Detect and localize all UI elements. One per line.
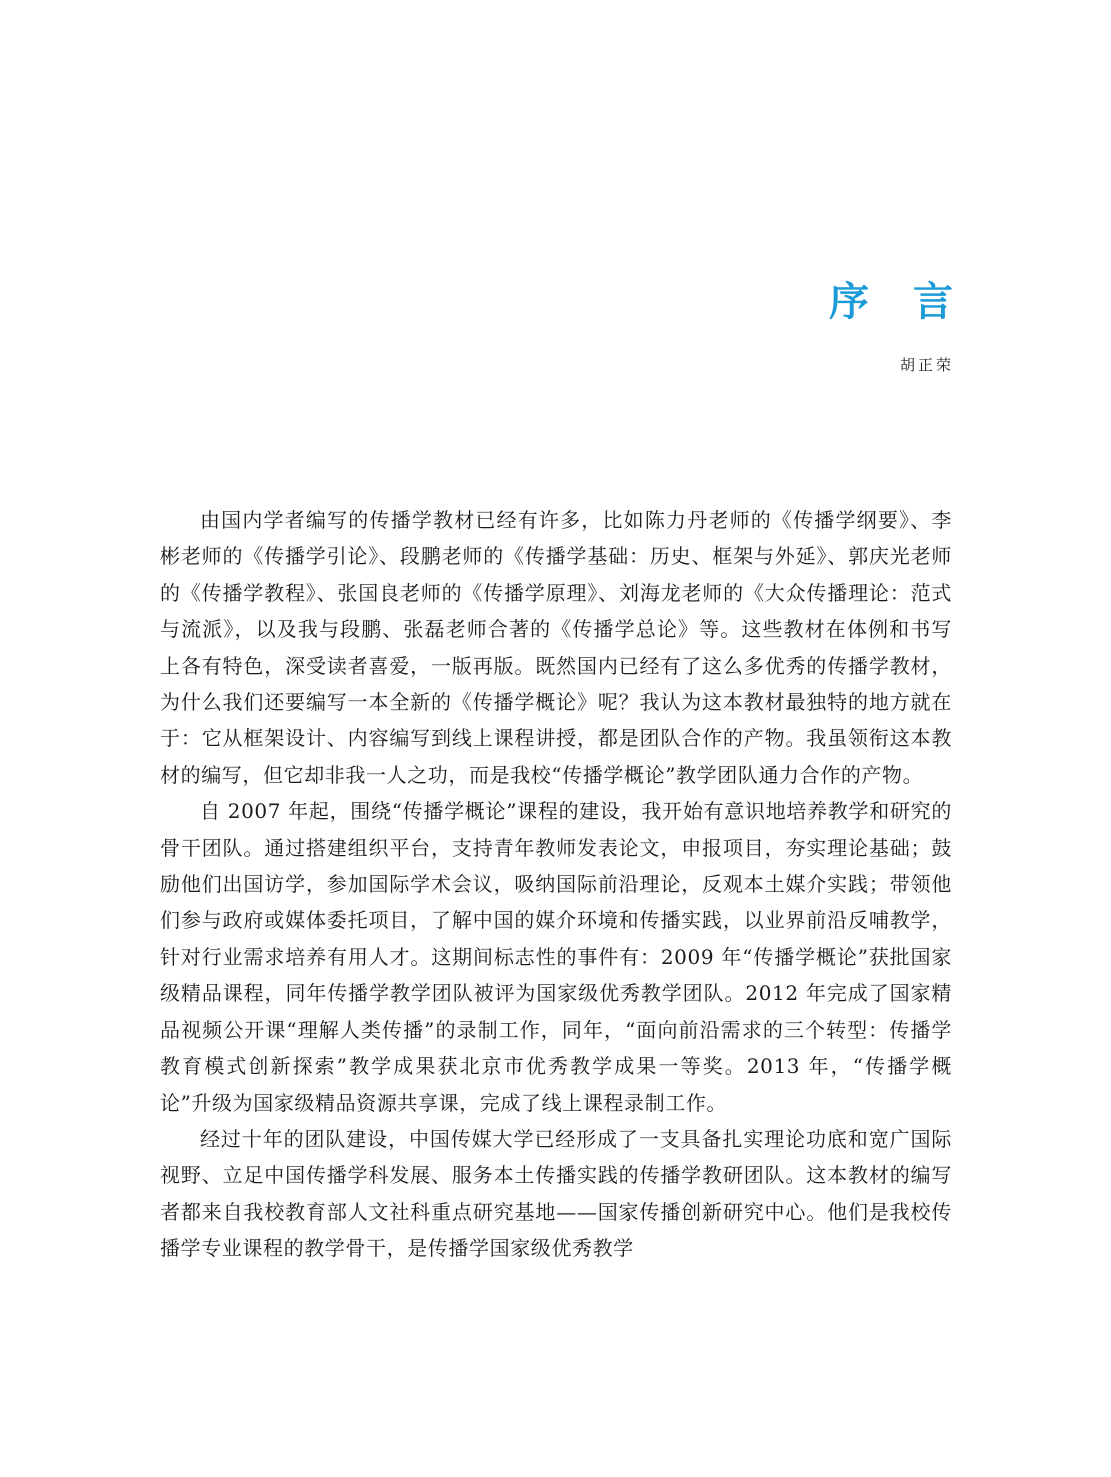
preface-body — [160, 502, 952, 1267]
page-title: 序言 — [829, 278, 997, 325]
paragraph-2: 自 2007 年起，围绕“传播学概论”课程的建设，我开始有意识地培养教学和研究的骨干团队。通过搭建组织平台，支持青年教师发表论文，申报项目，夯实理论基础；鼓励他们出国访学，参加国际学术会议，吸纳国际前沿理论，反观本土媒介实践；带领他们参与政府或媒体委托项目，了解中国的媒介环境和传播实践，以业界前沿反哺教学，针对行业需求培养有用人才。这期间标志性的事件有：2009 年“传播学概论”获批国家级精品课程，同年传播学教学团队被评为国家级优秀教学团队。2012 年完成了国家精品视频公开课“理解人类传播”的录制工作，同年，“面向前沿需求的三个转型：传播学教育模式创新探索”教学成果获北京市优秀教学成果一等奖。2013 年，“传播学概论”升级为国家级精品资源共享课，完成了线上课程录制工作。 — [160, 799, 952, 1115]
paragraph-1: 由国内学者编写的传播学教材已经有许多，比如陈力丹老师的《传播学纲要》、李彬老师的《传播学引论》、段鹏老师的《传播学基础：历史、框架与外延》、郭庆光老师的《传播学教程》、张国良老师的《传播学原理》、刘海龙老师的《大众传播理论：范式与流派》，以及我与段鹏、张磊老师合著的《传播学总论》等。这些教材在体例和书写上各有特色，深受读者喜爱，一版再版。既然国内已经有了这么多优秀的传播学教材，为什么我们还要编写一本全新的《传播学概论》呢？我认为这本教材最独特的地方就在于：它从框架设计、内容编写到线上课程讲授，都是团队合作的产物。我虽领衔这本教材的编写，但它却非我一人之功，而是我校“传播学概论”教学团队通力合作的产物。 — [160, 508, 952, 787]
author-name: 胡正荣 — [899, 356, 954, 374]
paragraph-3: 经过十年的团队建设，中国传媒大学已经形成了一支具备扎实理论功底和宽广国际视野、立足中国传播学科发展、服务本土传播实践的传播学教研团队。这本教材的编写者都来自我校教育部人文社科重点研究基地——国家传播创新研究中心。他们是我校传播学专业课程的教学骨干，是传播学国家级优秀教学 — [160, 1126, 952, 1261]
